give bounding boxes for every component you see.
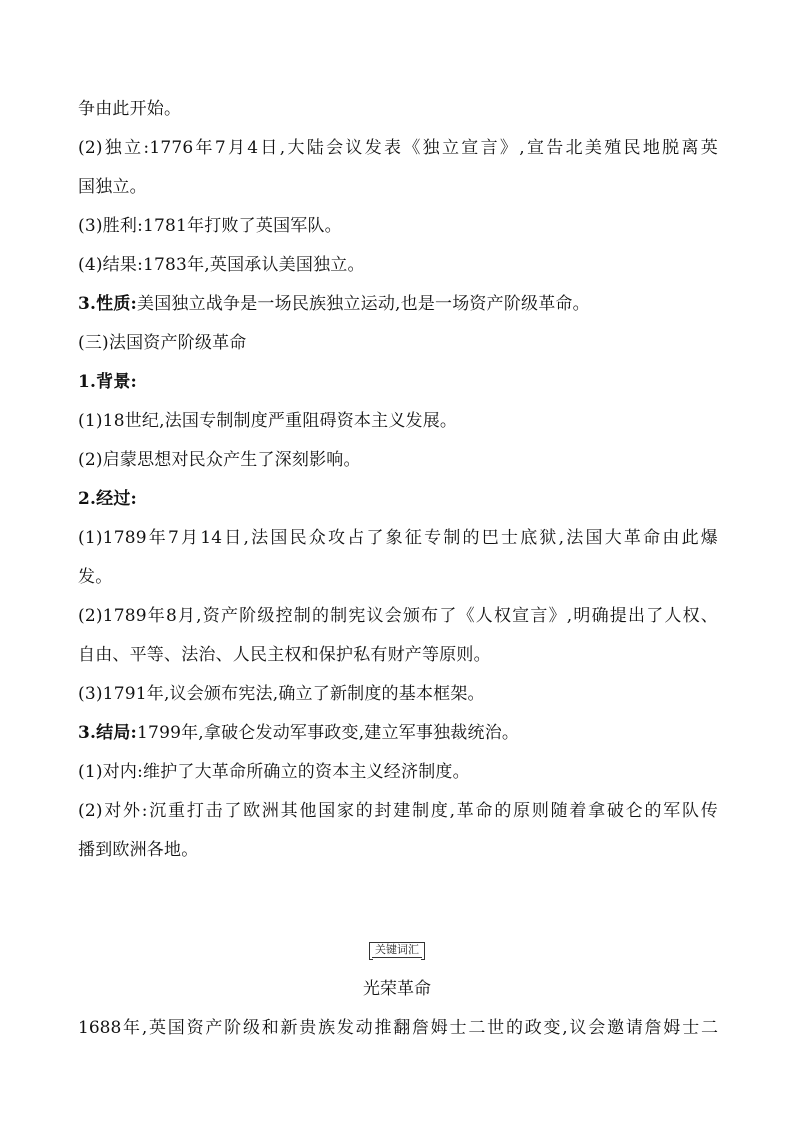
section-label: 2.经过: xyxy=(78,489,138,509)
section-text: 1799年,拿破仑发动军事政变,建立军事独裁统治。 xyxy=(137,723,520,743)
text-line: (1)18世纪,法国专制制度严重阻碍资本主义发展。 xyxy=(78,411,458,431)
keyword-tag-row xyxy=(0,938,794,958)
text-line: 播到欧洲各地。 xyxy=(78,840,199,860)
keyword-tag: 关键词汇 xyxy=(372,942,422,958)
section-heading: (三)法国资产阶级革命 xyxy=(78,333,247,353)
text-line xyxy=(78,294,718,314)
text-line: (1)1789年7月14日,法国民众攻占了象征专制的巴士底狱,法国大革命由此爆 xyxy=(78,528,718,548)
text-line: (2)独立:1776年7月4日,大陆会议发表《独立宣言》,宣告北美殖民地脱离英 xyxy=(78,138,718,158)
text-line: (4)结果:1783年,英国承认美国独立。 xyxy=(78,255,365,275)
text-line: 争由此开始。 xyxy=(78,99,182,119)
text-line: (2)启蒙思想对民众产生了深刻影响。 xyxy=(78,450,361,470)
text-line: (1)对内:维护了大革命所确立的资本主义经济制度。 xyxy=(78,762,470,782)
text-line xyxy=(78,372,718,392)
section-label: 1.背景: xyxy=(78,372,138,392)
text-line xyxy=(78,489,718,509)
text-line: 国独立。 xyxy=(78,177,147,197)
text-line: (3)胜利:1781年打败了英国军队。 xyxy=(78,216,342,236)
text-line: 自由、平等、法治、人民主权和保护私有财产等原则。 xyxy=(78,645,491,665)
section-label: 3.性质: xyxy=(78,294,138,314)
text-line: (2)对外:沉重打击了欧洲其他国家的封建制度,革命的原则随着拿破仑的军队传 xyxy=(78,801,718,821)
text-line: (3)1791年,议会颁布宪法,确立了新制度的基本框架。 xyxy=(78,684,485,704)
term-title: 光荣革命 xyxy=(363,979,431,999)
section-label: 3.结局: xyxy=(78,723,138,743)
term-definition-line: 1688年,英国资产阶级和新贵族发动推翻詹姆士二世的政变,议会邀请詹姆士二 xyxy=(78,1018,718,1038)
section-text: 美国独立战争是一场民族独立运动,也是一场资产阶级革命。 xyxy=(137,294,590,314)
body-text xyxy=(78,99,718,879)
text-line xyxy=(78,723,718,743)
text-line: 发。 xyxy=(78,567,113,587)
text-line: (2)1789年8月,资产阶级控制的制宪议会颁布了《人权宣言》,明确提出了人权、 xyxy=(78,606,718,626)
